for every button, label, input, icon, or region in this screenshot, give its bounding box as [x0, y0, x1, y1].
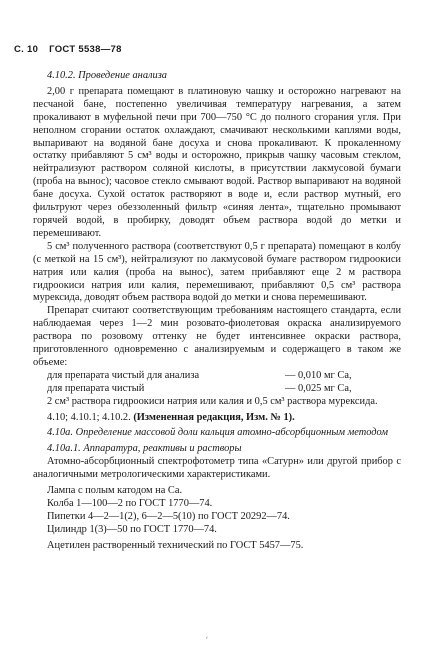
footer-mark: ʹ [206, 635, 208, 645]
equipment-item: Пипетки 4—2—1(2), 6—2—5(10) по ГОСТ 20292—74. [47, 510, 290, 522]
equipment-item: Цилиндр 1(3)—50 по ГОСТ 1770—74. [47, 523, 217, 535]
amendment-text: (Измененная редакция, Изм. № 1). [133, 411, 295, 423]
page-number: С. 10 [14, 44, 39, 55]
section-4-10a-title: 4.10а. Определение массовой доли кальция атомно-абсорбционным методом [47, 427, 388, 439]
requirement-row-analytical [33, 370, 401, 383]
equipment-item: Колба 1—100—2 по ГОСТ 1770—74. [47, 498, 213, 509]
section-4-10-2-paragraph-3: Препарат считают соответствующим требованиям настоящего стандарта, если наблюдаемая через 1—2 мин розовато-фиолетовая окраска анализируемого раствора по розовому оттенку не будет интенсивнее окраски раствора, приготовленного одновременно с анализируемым и содержащего в таком же объеме: [33, 305, 401, 368]
requirement-label: для препарата чистый [47, 382, 145, 394]
amendment-note [33, 412, 401, 425]
section-4-10-2-title: 4.10.2. Проведение анализа [47, 70, 168, 81]
amendment-refs: 4.10; 4.10.1; 4.10.2. [47, 411, 131, 423]
section-4-10-2-paragraph-4: 2 см³ раствора гидроокиси натрия или калия и 0,5 см³ раствора мурексида. [47, 395, 378, 407]
section-4-10a-1-paragraph-1: Атомно-абсорбционный спектрофотометр типа «Сатурн» или другой прибор с аналогичными метрологическими характеристиками. [33, 456, 401, 481]
page-body [33, 70, 401, 553]
requirement-label: для препарата чистый для анализа [47, 369, 200, 381]
requirement-value: — 0,010 мг Са, [285, 369, 352, 381]
section-4-10a-1-title: 4.10а.1. Аппаратура, реактивы и растворы [47, 443, 242, 455]
standard-number: ГОСТ 5538—78 [49, 44, 122, 55]
requirement-row-pure [33, 383, 401, 396]
section-4-10-2-paragraph-2: 5 см³ полученного раствора (соответствуют 0,5 г препарата) помещают в колбу (с меткой на 15 см³), нейтрализуют по лакмусовой бумаге раствором гидроокиси натрия или калия (проба на вынос), затем прибавляют еще 2 м раствора гидроокиси натрия или калия, перемешивают, прибавляют 0,5 см³ раствора мурексида, доводят объем раствора водой до метки и снова перемешивают. [33, 240, 401, 304]
section-4-10-2-paragraph-1: 2,00 г препарата помещают в платиновую чашку и осторожно нагревают на песчаной бане, постепенно увеличивая температуру нагревания, а затем прокаливают в муфельной печи при 700—750 °С до полного сгорания угля. При неполном сгорании остаток охлаждают, смачивают несколькими каплями воды, выпаривают на водяной бане досуха и снова прокаливают. К прокаленному остатку прибавляют 5 см³ воды и осторожно, прикрыв чашку часовым стеклом, нейтрализуют раствором соляной кислоты, в присутствии лакмусовой бумаги (проба на вынос); часовое стекло смывают водой. Раствор выпаривают на водяной бане досуха. Сухой остаток растворяют в воде и, если раствор мутный, его фильтруют через обеззоленный фильтр «синяя лента», тщательно промывают горячей водой, в пробирку, доводят объем раствора водой до метки и перемешивают. [33, 85, 401, 239]
equipment-item: Лампа с полым катодом на Са. [47, 485, 183, 497]
equipment-item: Ацетилен растворенный технический по ГОСТ 5457—75. [47, 539, 304, 551]
requirement-value: — 0,025 мг Са, [285, 382, 352, 394]
page-header [14, 44, 130, 55]
